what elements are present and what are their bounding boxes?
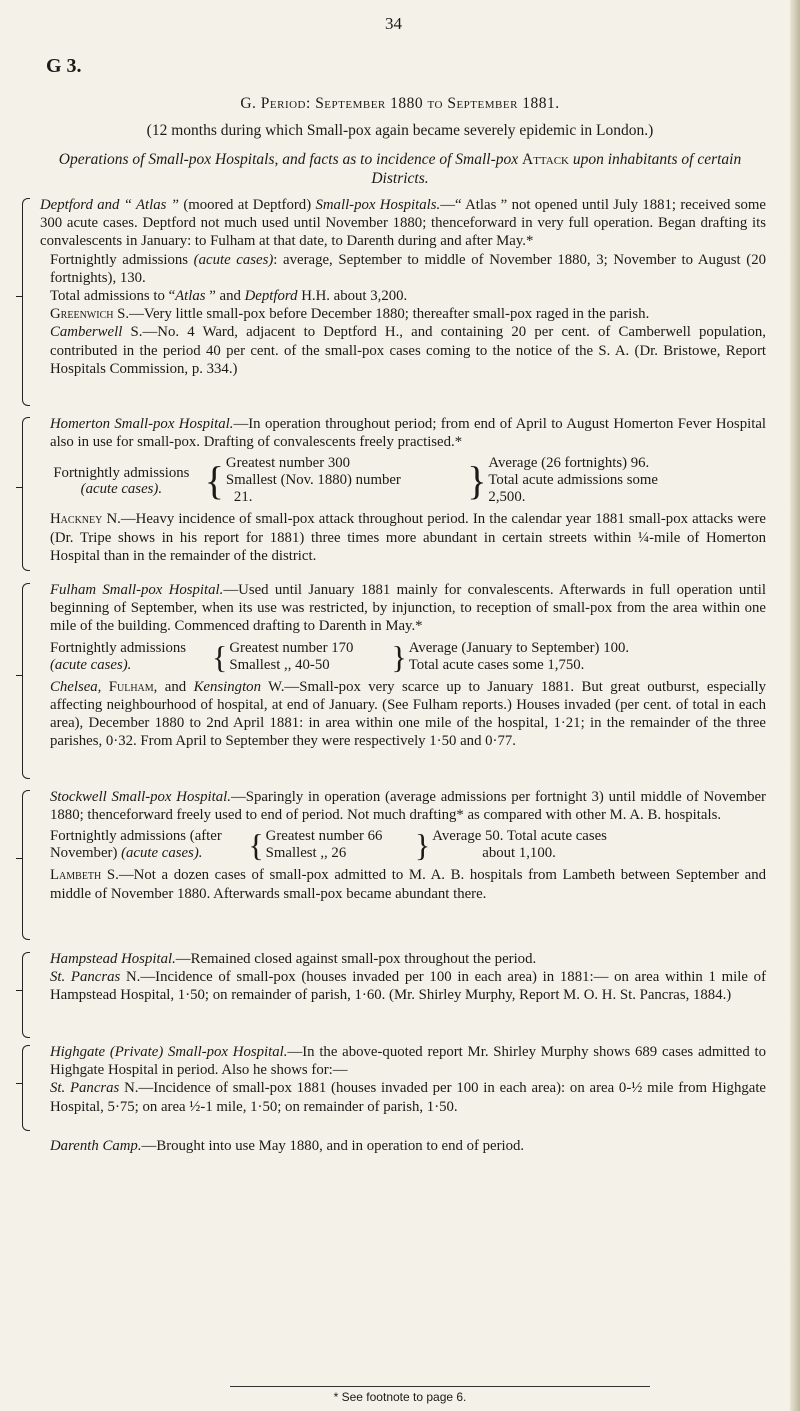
hackney-name: Hackney (50, 511, 103, 528)
homerton-table-label: Fortnightly admissions (53, 464, 190, 481)
deptford-total-c: H.H. about 3,200. (301, 288, 408, 305)
homerton-smallest: Smallest (Nov. 1880) number (225, 472, 401, 489)
deptford-total-dept: Deptford (244, 288, 298, 305)
deptford-admissions (40, 251, 766, 287)
hackney-text: N.—Heavy incidence of small-pox attack throughout period. In the calendar year 1881 small-pox attacks were (Dr. Tripe shows in his report for 1881) three times more abundant in certain streets within ¼-mile of Homerton Hospital than in the remainder of the district. (50, 511, 766, 564)
hampstead-paragraph (40, 950, 766, 968)
fulham-parish-name: Fulham, (108, 678, 158, 695)
lambeth-paragraph (40, 866, 766, 902)
fulham-average: Average (January to September) 100. (408, 639, 630, 656)
brace-deptford (16, 198, 30, 406)
stockwell-greatest: Greatest number 66 (265, 828, 383, 845)
section-darenth (40, 1137, 766, 1155)
st-pancras-highgate-paragraph (40, 1079, 766, 1115)
homerton-name: Homerton Small-pox Hospital. (50, 416, 234, 432)
deptford-total-atlas: Atlas (175, 288, 206, 305)
stockwell-text: —Sparingly in operation (average admissions per fortnight 3) until middle of November 1880; thenceforward freely used to end of period. Not much drafting* as compared with other M. A. B. hospitals. (50, 789, 766, 824)
brace-highgate (16, 1045, 30, 1131)
section-fulham (40, 581, 766, 750)
st-pancras-hampstead-paragraph (40, 968, 766, 1004)
st-pancras-name: St. Pancras (50, 969, 121, 986)
section-deptford (40, 196, 766, 378)
homerton-admissions-table (40, 455, 766, 506)
right-curly-icon: } (467, 457, 487, 503)
intro-part1: Operations of Small-pox Hospitals, and facts as to incidence of Small-pox (58, 151, 519, 168)
section-code: G 3. (46, 55, 82, 77)
homerton-total-value: 2,500. (488, 489, 526, 506)
deptford-mooring: (moored at Deptford) (183, 197, 312, 213)
highgate-text: —In the above-quoted report Mr. Shirley Murphy shows 689 cases admitted to Highgate Hospital in period. Also he shows for:— (50, 1044, 766, 1079)
deptford-admissions-label: Fortnightly admissions (50, 251, 189, 268)
fulham-admissions-table (50, 637, 766, 677)
deptford-name: Deptford and “ Atlas ” (40, 197, 179, 213)
section-highgate (40, 1043, 766, 1116)
intro-part2: upon inhabitants of certain Districts. (371, 151, 742, 187)
greenwich-paragraph (40, 305, 766, 323)
chelsea-text: W.—Small-pox very scarce up to January 1881. But great outburst, especially affecting neighbourhood of hospital, at end of January. (See Fulham reports.) Houses invaded (per cent. of total in each area), December 1880 to 2nd April 1881: in area within one mile of the hospital, 1·21; in the remainder of the three parishes, 0·32. From April to September they were respectively 1·50 and 0·77. (50, 678, 767, 750)
period-label: Period (260, 95, 306, 112)
page-edge (790, 0, 800, 1411)
deptford-paragraph (40, 196, 766, 251)
homerton-average: Average (26 fortnights) 96. (488, 455, 650, 472)
left-curly-icon: { (212, 638, 228, 675)
homerton-smallest-value: 21. (233, 489, 253, 506)
section-stockwell (40, 788, 766, 903)
kensington-name: Kensington (193, 678, 261, 695)
lambeth-text: S.—Not a dozen cases of small-pox admitted to M. A. B. hospitals from Lambeth between September and middle of November 1880. Afterwards small-pox became abundant there. (50, 867, 766, 902)
fulham-smallest: Smallest ,, 40-50 (229, 656, 330, 673)
section-homerton (40, 415, 766, 565)
brace-stockwell (16, 790, 30, 940)
fulham-total: Total acute cases some 1,750. (408, 656, 585, 673)
chelsea-name: Chelsea, (50, 678, 102, 695)
darenth-text: —Brought into use May 1880, and in operation to end of period. (141, 1138, 525, 1154)
right-curly-icon: } (391, 638, 407, 675)
left-curly-icon: { (204, 457, 224, 503)
footnote-rule (230, 1386, 650, 1387)
fulham-table-label: Fortnightly admissions (50, 639, 187, 656)
deptford-text: —“ Atlas ” not opened until July 1881; received some 300 acute cases. Deptford not much used until November 1880; thenceforward in very full operation. Began drafting its convalescents in January: to Fulham at that date, to Darenth during and after May.* (40, 197, 767, 250)
intro-heading (40, 150, 760, 188)
page-number: 34 (385, 14, 402, 33)
stockwell-smallest: Smallest ,, 26 (265, 845, 347, 862)
chelsea-and: and (164, 678, 187, 695)
right-curly-icon: } (414, 827, 431, 864)
section-hampstead (40, 950, 766, 1005)
homerton-greatest: Greatest number 300 (225, 455, 351, 472)
footnote: * See footnote to page 6. (333, 1390, 467, 1404)
st-pancras-text: N.—Incidence of small-pox (houses invaded per 100 in each area) in 1881:— on area within 1 mile of Hampstead Hospital, 1·50; on remainder of parish, 1·60. (Mr. Shirley Murphy, Report M. O. H. St. Pancras, 1884.) (50, 969, 766, 1004)
stockwell-average: Average 50. Total acute cases (432, 828, 607, 845)
hackney-paragraph (40, 510, 766, 565)
homerton-table-acute: (acute cases). (80, 480, 163, 497)
deptford-total-a: Total admissions to “ (50, 288, 176, 305)
deptford-hospitals: Small-pox Hospitals. (315, 197, 441, 213)
highgate-name: Highgate (Private) Small-pox Hospital. (50, 1044, 288, 1060)
deptford-total (40, 287, 766, 305)
camberwell-name: Camberwell (50, 324, 123, 341)
stockwell-table-label: Fortnightly admissions (after (50, 828, 222, 845)
brace-fulham (16, 583, 30, 779)
homerton-total: Total acute admissions some (488, 472, 658, 489)
highgate-paragraph (40, 1043, 766, 1079)
stockwell-total: about 1,100. (482, 845, 556, 862)
st-pancras-highgate-name: St. Pancras (50, 1080, 120, 1097)
period-heading: G. Period: September 1880 to September 1881. (240, 95, 560, 112)
brace-hampstead (16, 952, 30, 1038)
intro-attack: Attack (522, 151, 569, 168)
greenwich-text: S.—Very little small-pox before December 1880; thereafter small-pox raged in the parish. (117, 306, 650, 323)
brace-homerton (16, 417, 30, 571)
left-curly-icon: { (248, 827, 264, 864)
greenwich-name: Greenwich (50, 306, 114, 323)
period-subtitle: (12 months during which Small-pox again became severely epidemic in London.) (146, 122, 654, 139)
fulham-greatest: Greatest number 170 (229, 639, 354, 656)
homerton-text: —In operation throughout period; from end of April to August Homerton Fever Hospital also in use for small-pox. Drafting of convalescents freely practised.* (50, 416, 766, 451)
deptford-total-b: ” and (209, 288, 241, 305)
darenth-name: Darenth Camp. (50, 1138, 142, 1154)
deptford-acute: (acute cases) (193, 251, 274, 268)
deptford-admissions-text: : average, September to middle of November 1880, 3; November to August (20 fortnights), 130. (50, 251, 766, 286)
stockwell-name: Stockwell Small-pox Hospital. (50, 789, 231, 805)
hampstead-name: Hampstead Hospital. (50, 951, 176, 967)
camberwell-text: S.—No. 4 Ward, adjacent to Deptford H., and containing 20 per cent. of Camberwell population, contributed in the period 40 per cent. of the small-pox cases coming to the notice of the S. A. (Dr. Bristowe, Report Hospitals Commission, p. 334.) (50, 324, 767, 377)
stockwell-admissions-table (50, 825, 766, 865)
period-prefix: G. (240, 95, 257, 112)
st-pancras-highgate-text: N.—Incidence of small-pox 1881 (houses invaded per 100 in each area): on area 0-½ mile from Highgate Hospital, 5·75; on area ½-1 mile, 1·50; on remainder of parish, 1·50. (50, 1080, 766, 1115)
period-range: September 1880 to September 1881. (315, 95, 560, 112)
fulham-name: Fulham Small-pox Hospital. (50, 582, 224, 598)
fulham-paragraph (40, 581, 766, 636)
stockwell-table-acute: (acute cases). (121, 845, 203, 862)
chelsea-paragraph (40, 678, 766, 751)
camberwell-paragraph (40, 323, 766, 378)
lambeth-name: Lambeth (50, 867, 102, 884)
stockwell-table-nov: November) (50, 845, 118, 862)
hampstead-text: —Remained closed against small-pox throughout the period. (175, 951, 537, 967)
homerton-paragraph (40, 415, 766, 451)
darenth-paragraph (40, 1137, 766, 1155)
fulham-text: —Used until January 1881 mainly for convalescents. Afterwards in full operation until beginning of September, when its use was restricted, by injunction, to reception of small-pox from the area within one mile of the building. Commenced drafting to Darenth in May.* (50, 582, 766, 635)
stockwell-paragraph (40, 788, 766, 824)
fulham-table-acute: (acute cases). (50, 656, 132, 673)
